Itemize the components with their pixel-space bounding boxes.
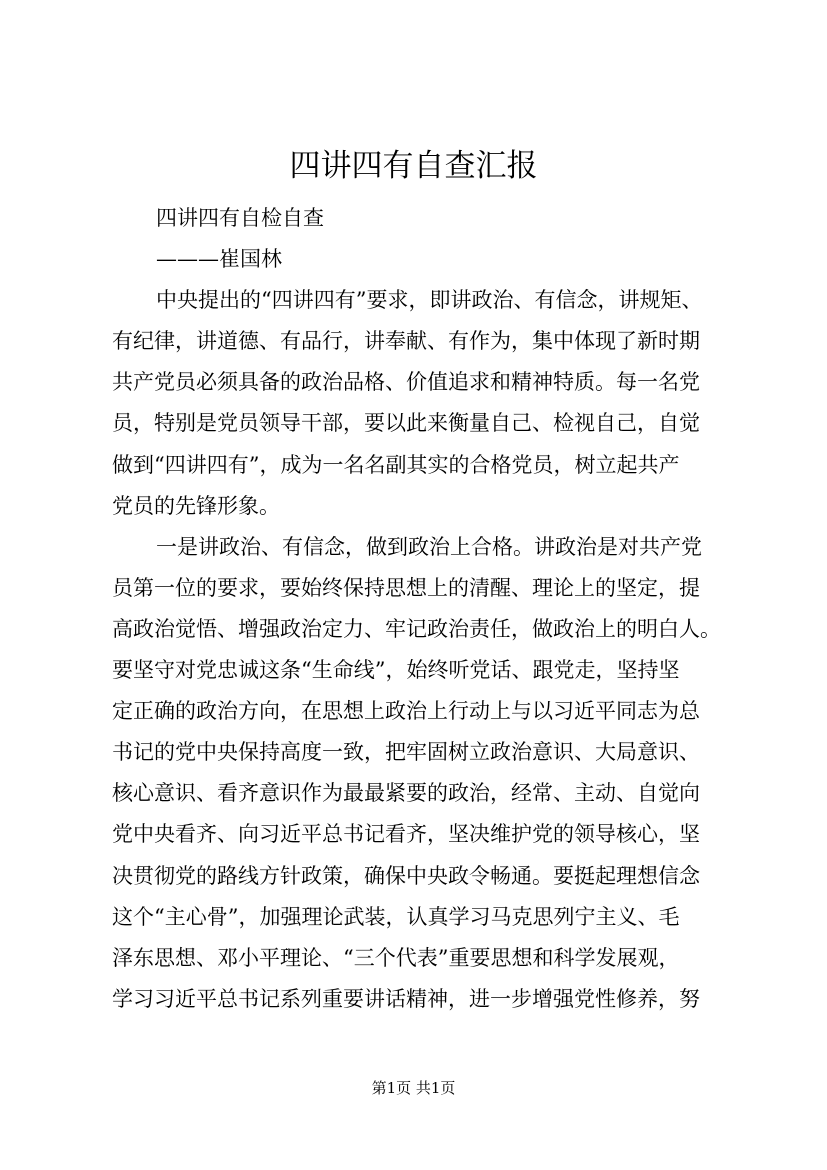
text-line: 要坚守对党忠诚这条“生命线”，始终听党话、跟党走，坚持坚	[112, 658, 680, 683]
text-line: 党员的先锋形象。	[112, 493, 280, 518]
document-title: 四讲四有自查汇报	[289, 148, 538, 184]
text-line: 书记的党中央保持高度一致，把牢固树立政治意识、大局意识、	[112, 740, 700, 765]
text-line: 中央提出的“四讲四有”要求，即讲政治、有信念，讲规矩、	[156, 288, 703, 313]
text-line: 这个“主心骨”，加强理论武装，认真学习马克思列宁主义、毛	[112, 904, 680, 929]
text-line: 党中央看齐、向习近平总书记看齐，坚决维护党的领导核心，坚	[112, 822, 700, 847]
text-line: 有纪律，讲道德、有品行，讲奉献、有作为，集中体现了新时期	[112, 329, 700, 354]
text-line: 四讲四有自检自查	[156, 206, 324, 230]
text-line: 员，特别是党员领导干部，要以此来衡量自己、检视自己，自觉	[112, 411, 700, 436]
text-line: 定正确的政治方向，在思想上政治上行动上与以习近平同志为总	[112, 699, 700, 724]
text-line: 决贯彻党的路线方针政策，确保中央政令畅通。要挺起理想信念	[112, 863, 700, 888]
document-body	[112, 198, 742, 1020]
text-line: 泽东思想、邓小平理论、“三个代表”重要思想和科学发展观，	[112, 945, 680, 970]
text-line: 学习习近平总书记系列重要讲话精神，进一步增强党性修养，努	[112, 986, 700, 1011]
text-line: 核心意识、看齐意识作为最最紧要的政治，经常、主动、自觉向	[112, 781, 700, 806]
text-line: 员第一位的要求，要始终保持思想上的清醒、理论上的坚定，提	[112, 575, 700, 600]
text-line: 做到“四讲四有”，成为一名名副其实的合格党员，树立起共产	[112, 452, 680, 477]
text-line: 高政治觉悟、增强政治定力、牢记政治责任，做政治上的明白人。	[112, 616, 721, 641]
text-line: ———崔国林	[156, 247, 282, 272]
text-line: 一是讲政治、有信念，做到政治上合格。讲政治是对共产党	[156, 534, 702, 559]
page-footer: 第1页 共1页	[371, 1079, 456, 1097]
text-line: 共产党员必须具备的政治品格、价值追求和精神特质。每一名党	[112, 370, 700, 395]
